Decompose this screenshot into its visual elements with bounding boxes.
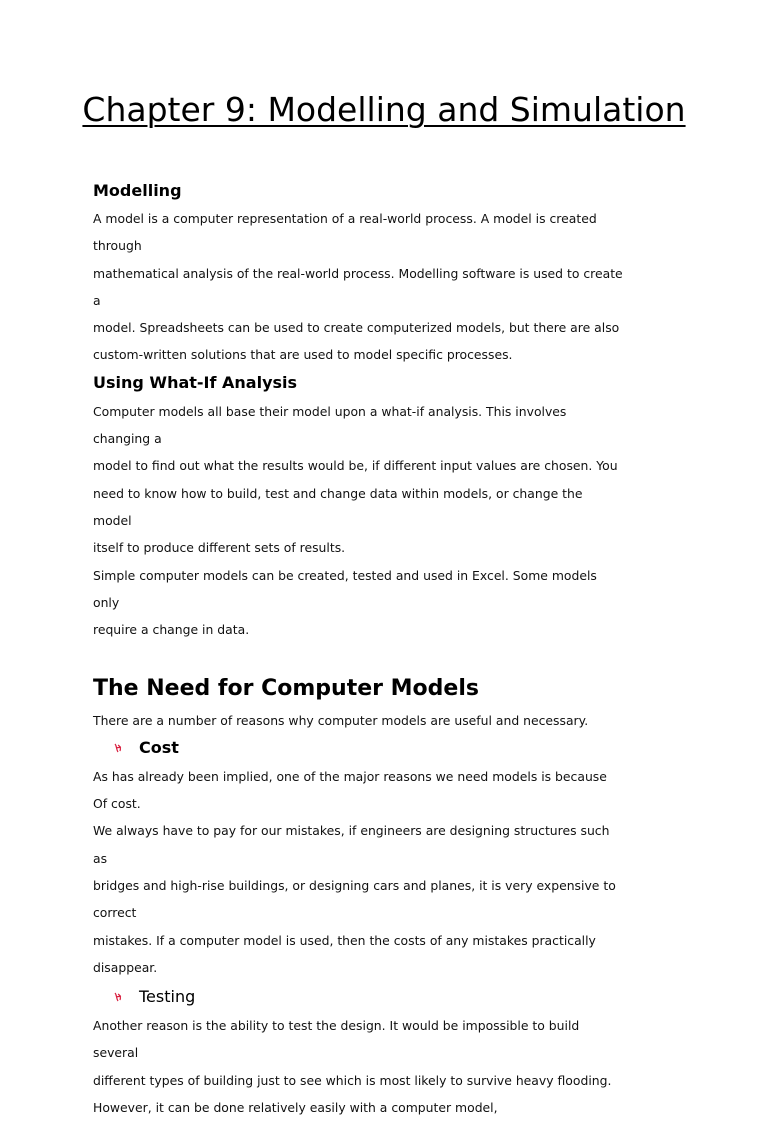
paragraph-line: mistakes. If a computer model is used, then the costs of any mistakes practically — [93, 932, 596, 948]
paragraph-line: custom-written solutions that are used to model specific processes. — [93, 347, 513, 363]
paragraph-line: need to know how to build, test and change data within models, or change the model — [93, 485, 583, 528]
paragraph-line: itself to produce different sets of results. — [93, 540, 346, 556]
paragraph-line: require a change in data. — [93, 622, 250, 638]
modelling-paragraph — [93, 205, 623, 369]
document-body — [93, 178, 623, 1121]
paragraph-line: As has already been implied, one of the major reasons we need models is because Of cost. — [93, 768, 607, 812]
what-if-paragraph — [93, 398, 623, 644]
red-flourish-bullet-icon — [113, 743, 123, 753]
bullet-label: Testing — [139, 987, 196, 1007]
paragraph-line: We always have to pay for our mistakes, if engineers are designing structures such as — [93, 823, 610, 866]
need-intro: There are a number of reasons why computer models are useful and necessary. — [93, 713, 589, 729]
need-section-heading: The Need for Computer Models — [93, 676, 479, 702]
paragraph-line: A model is a computer representation of a real-world process. A model is created through — [93, 211, 597, 254]
paragraph-line: However, it can be done relatively easily with a computer model, — [93, 1100, 498, 1116]
testing-paragraph — [93, 1012, 623, 1121]
what-if-heading: Using What-If Analysis — [93, 372, 298, 392]
page-title: Chapter 9: Modelling and Simulation — [82, 90, 686, 129]
paragraph-line: mathematical analysis of the real-world process. Modelling software is used to create a — [93, 265, 623, 308]
paragraph-line: bridges and high-rise buildings, or designing cars and planes, it is very expensive to correct — [93, 877, 616, 921]
bullet-testing — [93, 982, 623, 1012]
modelling-heading: Modelling — [93, 181, 182, 200]
paragraph-line: disappear. — [93, 959, 158, 975]
paragraph-line: Computer models all base their model upon a what-if analysis. This involves changing a — [93, 403, 567, 447]
paragraph-line: model to find out what the results would be, if different input values are chosen. You — [93, 458, 618, 474]
red-flourish-bullet-icon — [113, 992, 123, 1002]
paragraph-line: Simple computer models can be created, tested and used in Excel. Some models only — [93, 567, 597, 610]
bullet-label: Cost — [139, 737, 179, 757]
paragraph-line: model. Spreadsheets can be used to create computerized models, but there are also — [93, 320, 620, 336]
cost-paragraph — [93, 763, 623, 981]
paragraph-line: different types of building just to see which is most likely to survive heavy flooding. — [93, 1072, 612, 1088]
bullet-cost — [93, 733, 623, 763]
paragraph-line: Another reason is the ability to test the design. It would be impossible to build several — [93, 1018, 580, 1061]
